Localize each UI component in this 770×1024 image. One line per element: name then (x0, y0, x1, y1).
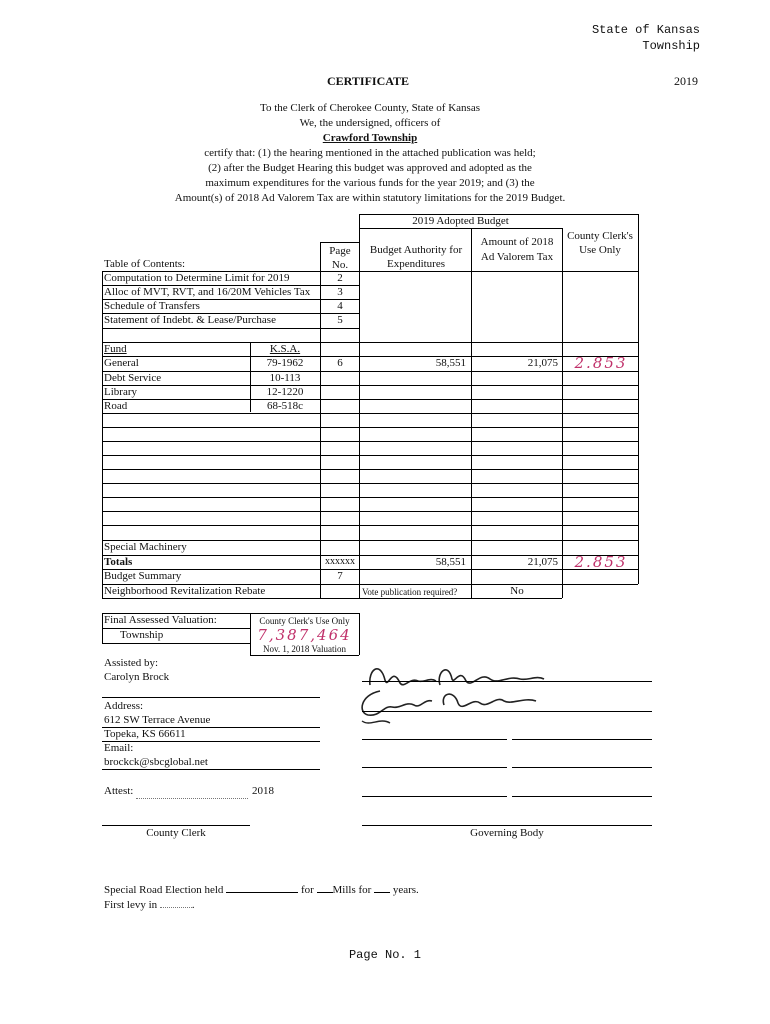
special-road-text-b: for (300, 884, 314, 896)
fund-header: Fund (104, 343, 127, 355)
budget-summary: Budget Summary (104, 570, 182, 582)
fund-ksa-debt: 10-113 (269, 372, 301, 384)
governing-body-label: Governing Body (470, 827, 544, 839)
special-road-date-blank (226, 883, 298, 893)
totals-clerk: 2.853 (574, 553, 628, 571)
intro-line-5: maximum expenditures for the various funds for the year 2019; and (3) the (205, 177, 535, 189)
adopted-budget-header: 2019 Adopted Budget (412, 215, 509, 227)
fund-clerk-general: 2.853 (574, 354, 628, 372)
attest-label: Attest: (104, 785, 134, 797)
valuation-clerk-label: County Clerk's Use Only (259, 616, 350, 626)
valuation-date: Nov. 1, 2018 Valuation (263, 644, 346, 654)
budget-year: 2019 (674, 74, 698, 88)
fund-tax-general: 21,075 (527, 357, 558, 369)
email-label: Email: (104, 742, 134, 754)
toc-label: Table of Contents: (104, 258, 186, 270)
state-label: State of Kansas (591, 23, 700, 37)
totals-page: xxxxxx (325, 556, 355, 567)
col-tax-header: Amount of 2018 Ad Valorem Tax (480, 236, 554, 263)
vote-label: Vote publication required? (362, 587, 458, 597)
attest-year: 2018 (252, 785, 274, 797)
fund-name-library: Library (104, 386, 137, 398)
totals-tax: 21,075 (527, 556, 558, 568)
signature-image (340, 655, 560, 735)
address-line-1: 612 SW Terrace Avenue (104, 714, 211, 726)
fund-ksa-general: 79-1962 (266, 357, 304, 369)
fund-budget-general: 58,551 (435, 357, 466, 369)
special-machinery: Special Machinery (104, 541, 187, 553)
special-road-years-blank (374, 883, 390, 893)
col-clerk-header: County Clerk's Use Only (567, 230, 633, 256)
valuation-sub: Township (120, 629, 164, 641)
intro-line-6: Amount(s) of 2018 Ad Valorem Tax are within statutory limitations for the 2019 Budget. (174, 192, 566, 204)
toc-item-computation: Computation to Determine Limit for 2019 (104, 272, 290, 284)
intro-line-4: (2) after the Budget Hearing this budget was approved and adopted as the (208, 162, 532, 174)
toc-page-indebt: 5 (337, 314, 343, 326)
fund-name-road: Road (104, 400, 128, 412)
fund-page-general: 6 (337, 357, 343, 369)
special-road-mills-blank (317, 883, 333, 893)
page-number: Page No. 1 (348, 948, 421, 962)
intro-block (100, 101, 640, 206)
assisted-name: Carolyn Brock (104, 671, 170, 683)
intro-line-1: To the Clerk of Cherokee County, State of Kansas (260, 102, 480, 114)
vote-value: No (510, 585, 524, 597)
entity-label: Township (642, 39, 700, 53)
township-name: Crawford Township (322, 132, 418, 144)
intro-line-3: certify that: (1) the hearing mentioned in the attached publication was held; (204, 147, 536, 159)
toc-item-indebt: Statement of Indebt. & Lease/Purchase (104, 314, 276, 326)
nrr-label: Neighborhood Revitalization Rebate (104, 585, 266, 597)
valuation-value: 7,387,464 (257, 626, 352, 644)
toc-item-alloc: Alloc of MVT, RVT, and 16/20M Vehicles Tax (104, 286, 311, 298)
special-road-text-d: years. (392, 884, 419, 896)
totals-budget: 58,551 (435, 556, 466, 568)
toc-page-alloc: 3 (337, 286, 343, 298)
totals-label: Totals (104, 556, 133, 568)
fund-ksa-library: 12-1220 (266, 386, 304, 398)
first-levy-line: First levy in . (104, 899, 195, 911)
fund-ksa-road: 68-518c (266, 400, 304, 412)
col-budget-header: Budget Authority for Expenditures (369, 244, 463, 270)
special-road-text-a: Special Road Election held (104, 884, 224, 896)
special-road-line (104, 883, 419, 896)
assisted-label: Assisted by: (104, 657, 159, 669)
valuation-label: Final Assessed Valuation: (104, 614, 217, 626)
toc-page-computation: 2 (337, 272, 343, 284)
email-value: brockck@sbcglobal.net (104, 756, 208, 768)
county-clerk-label: County Clerk (146, 827, 206, 839)
col-page-header: Page No. (329, 245, 351, 271)
first-levy-blank (160, 898, 192, 908)
toc-item-transfers: Schedule of Transfers (104, 300, 200, 312)
intro-line-2: We, the undersigned, officers of (299, 117, 441, 129)
ksa-header: K.S.A. (269, 343, 301, 355)
first-levy-label: First levy in (104, 899, 158, 911)
address-line-2: Topeka, KS 66611 (104, 728, 186, 740)
fund-name-debt: Debt Service (104, 372, 162, 384)
special-road-text-c: Mills for (332, 884, 372, 896)
address-label: Address: (104, 700, 144, 712)
budget-summary-page: 7 (337, 570, 343, 582)
fund-name-general: General (104, 357, 139, 369)
certificate-title: CERTIFICATE (327, 74, 410, 88)
toc-page-transfers: 4 (337, 300, 343, 312)
